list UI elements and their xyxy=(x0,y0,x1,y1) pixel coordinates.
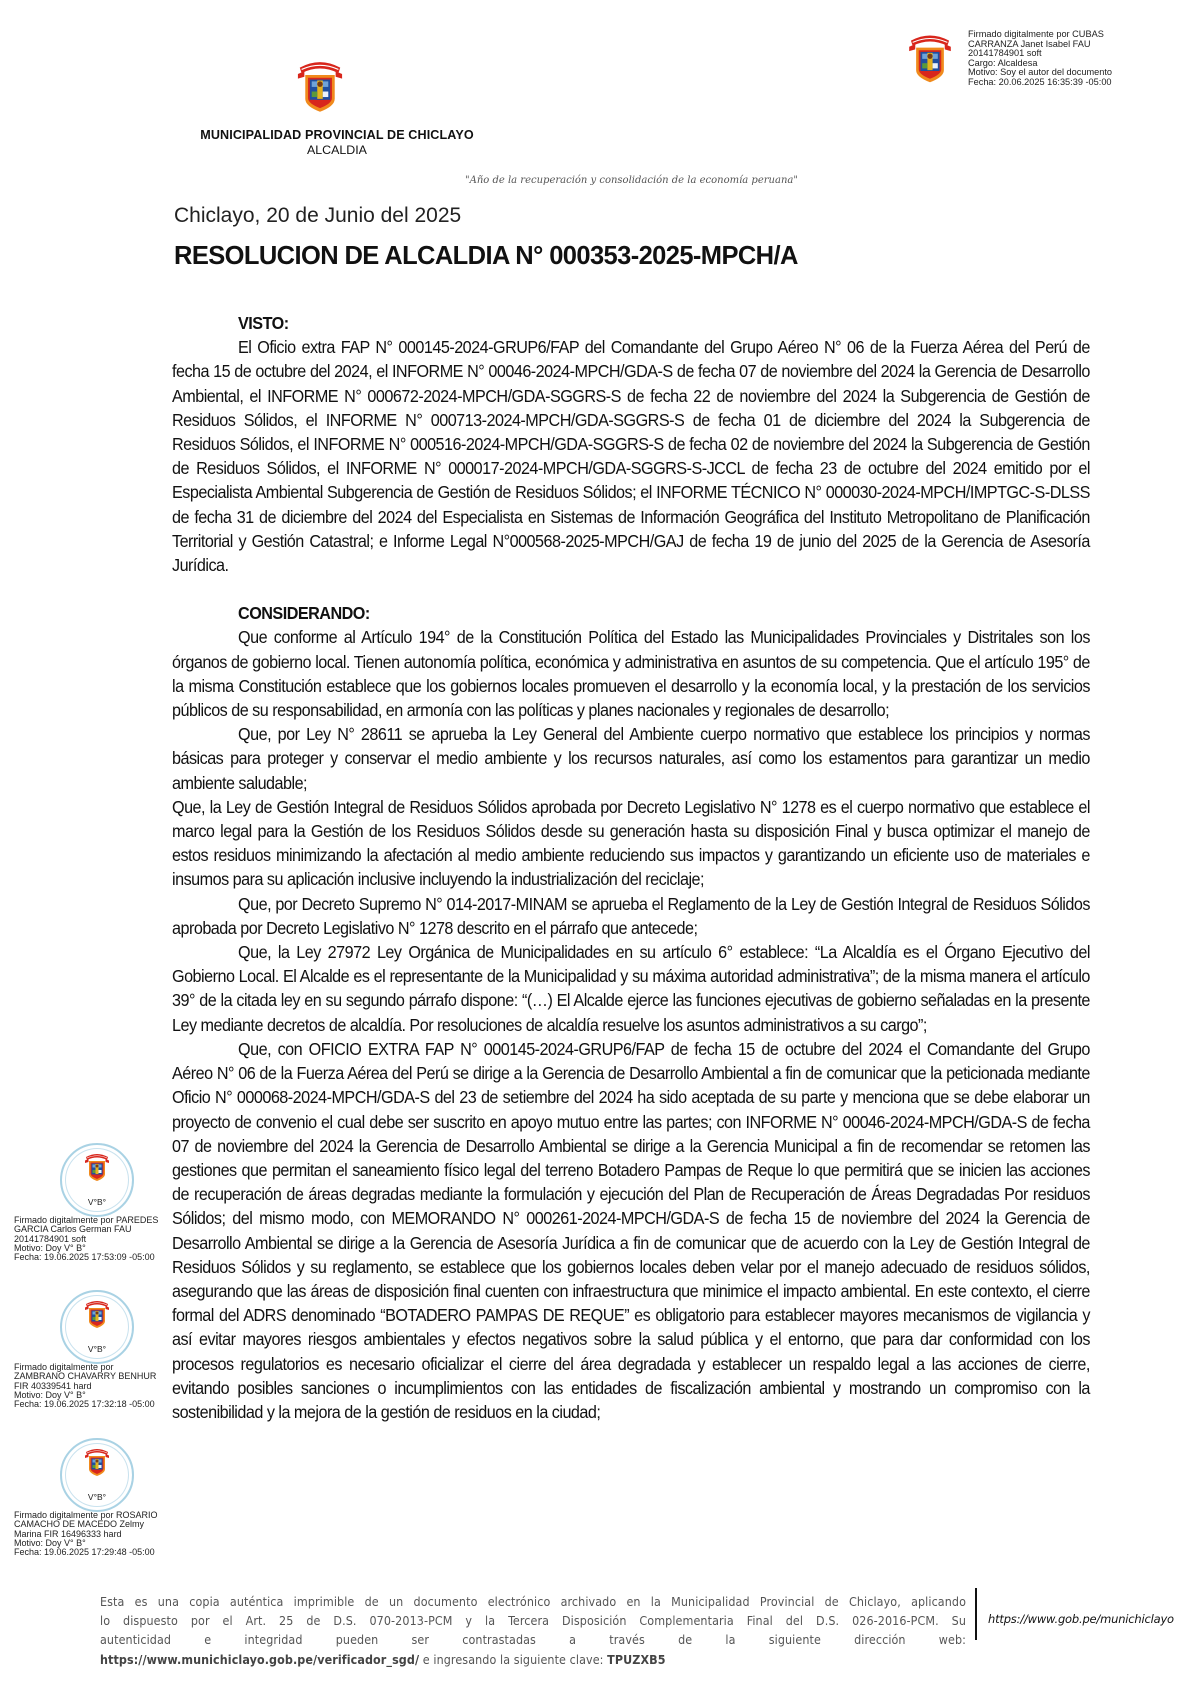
footer-line: autenticidad e integridad pueden ser contrastadas a través de la siguiente dirección web: xyxy=(100,1632,966,1648)
stamp-label: V°B° xyxy=(87,1492,107,1502)
crest-icon xyxy=(84,1152,110,1182)
signature-line: Firmado digitalmente por CUBAS xyxy=(968,29,1104,39)
signature-line: 20141784901 soft xyxy=(968,48,1042,59)
visto-heading: VISTO: xyxy=(238,313,289,333)
footer-line: lo dispuesto por el Art. 25 de D.S. 070-2013-PCM y la Tercera Disposición Complementaria Final del D.S. 026-2016-PCM. Su xyxy=(100,1613,966,1629)
signature-line: Motivo: Doy V° B° xyxy=(14,1242,86,1253)
digital-signature-zambrano xyxy=(14,1363,156,1409)
considerando-paragraph: Que, con OFICIO EXTRA FAP N° 000145-2024-GRUP6/FAP de fecha 15 de octubre del 2024 el Comandante del Grupo Aéreo N° 06 de la Fuerza Aérea del Perú se dirige a la Gerencia de Desarrollo Ambiental a fin de comunicar que la peticionada mediante Oficio N° 000068-2024-MPCH/GDA-S del 23 de setiembre del 2024 ha sido aceptada de su parte y menciona que se debe elaborar un proyecto de convenio el cual debe ser suscrito en apoyo mutuo entre las partes; con INFORME N° 00046-2024-MPCH/GDA-S de fecha 07 de noviembre del 2024 la Gerencia de Desarrollo Ambiental se dirige a la Gerencia Municipal a fin de recomendar se retomen las gestiones que permitan el saneamiento físico legal del terreno Botadero Pampas de Reque lo que permitirá que se inicien las acciones de recuperación de áreas degradas mediante la formulación y ejecución del Plan de Recuperación de Áreas Degradadas Por residuos Sólidos; del mismo modo, con MEMORANDO N° 000261-2024-MPCH/GDA-S de fecha 15 de noviembre del 2024 la Gerencia de Desarrollo Ambiental se dirige a la Gerencia de Asesoría Jurídica a fin de comunicar que de acuerdo con la Ley de Gestión Integral de Residuos Sólidos y su reglamento, se establece que los gobiernos locales deben velar por el manejo adecuado de residuos sólidos, asegurando que las áreas de disposición final cuenten con infraestructura que minimice el impacto ambiental. En este contexto, el cierre formal del ADRS denominado “BOTADERO PAMPAS DE REQUE” es obligatorio para establecer mayores mecanismos de vigilancia y así evitar mayores riesgos ambientales y efectos negativos sobre la salud pública y el entorno, que para dar conformidad con los procesos regulatorios es necesario oficializar el cierre del área degradada y establecer un respaldo legal a las acciones de cierre, evitando posibles sanciones o incumplimientos con las entidades de fiscalización ambiental y mostrando un compromiso con la sostenibilidad y la mejora de la gestión de residuos en la ciudad; xyxy=(172,1038,1090,1422)
signature-line: CARRANZA Janet Isabel FAU xyxy=(968,38,1091,49)
considerando-paragraph: Que, por Ley N° 28611 se aprueba la Ley General del Ambiente cuerpo normativo que establece los principios y normas básicas para proteger y conservar el medio ambiente y los recursos naturales, así como los estamentos para garantizar un medio ambiente saludable; xyxy=(172,724,1090,793)
year-motto: "Año de la recuperación y consolidación de la economía peruana" xyxy=(465,175,798,186)
signature-line: Firmado digitalmente por ROSARIO xyxy=(14,1510,158,1520)
footer-line: Esta es una copia auténtica imprimible de un documento electrónico archivado en la Municipalidad Provincial de Chiclayo, aplicando xyxy=(100,1594,966,1609)
signature-crest-logo xyxy=(905,32,955,84)
verify-url-link[interactable]: https://www.munichiclayo.gob.pe/verificador_sgd/ xyxy=(100,1651,420,1667)
signature-line: Fecha: 19.06.2025 17:32:18 -05:00 xyxy=(14,1399,155,1410)
signature-line: Fecha: 19.06.2025 17:29:48 -05:00 xyxy=(14,1547,155,1558)
signature-line: Fecha: 20.06.2025 16:35:39 -05:00 xyxy=(968,76,1112,87)
stamp-label: V°B° xyxy=(87,1197,107,1207)
signature-line: Motivo: Soy el autor del documento xyxy=(968,67,1113,78)
digital-signature-paredes xyxy=(14,1216,158,1262)
signature-line: Firmado digitalmente por xyxy=(14,1362,114,1372)
signature-line: Marina FIR 16496333 hard xyxy=(14,1528,122,1539)
signature-line: GARCIA Carlos German FAU xyxy=(14,1224,132,1235)
institution-name: MUNICIPALIDAD PROVINCIAL DE CHICLAYO xyxy=(200,128,474,142)
signature-line: Cargo: Alcaldesa xyxy=(968,57,1038,68)
signature-line: ZAMBRANO CHAVARRY BENHUR xyxy=(14,1371,157,1382)
crest-icon xyxy=(84,1447,110,1477)
city-date: Chiclayo, 20 de Junio del 2025 xyxy=(174,204,462,227)
signature-line: FIR 40339541 hard xyxy=(14,1380,92,1391)
stamp-label: V°B° xyxy=(87,1344,107,1354)
site-url-link[interactable]: https://www.gob.pe/munichiclayo xyxy=(988,1612,1174,1626)
footer-line-verify xyxy=(100,1650,966,1669)
crest-icon xyxy=(905,32,955,84)
verification-key: TPUZXB5 xyxy=(607,1651,666,1667)
considerando-paragraph: Que, la Ley 27972 Ley Orgánica de Municipalidades en su artículo 6° establece: “La Alcaldía es el Órgano Ejecutivo del Gobierno Local. El Alcalde es el representante de la Municipalidad y su máxima autoridad administrativa”; de la misma manera el artículo 39° de la citada ley en su segundo párrafo dispone: “(…) El Alcalde ejerce las funciones ejecutivas de gobierno señaladas en la presente Ley mediante decretos de alcaldía. Por resoluciones de alcaldía resuelve los asuntos administrativos a su cargo”; xyxy=(172,942,1090,1035)
footer-divider xyxy=(975,1588,977,1640)
considerando-paragraph: Que conforme al Artículo 194° de la Constitución Política del Estado las Municipalidades Provinciales y Distritales son los órganos de gobierno local. Tienen autonomía política, económica y administrativa en asuntos de su competencia. Que el artículo 195° de la misma Constitución establece que los gobiernos locales promueven el desarrollo y la economía local, y la prestación de los servicios públicos de su responsabilidad, en armonía con las políticas y planes nacionales y regionales de desarrollo; xyxy=(172,627,1090,721)
approval-stamp xyxy=(60,1290,134,1364)
approval-stamp xyxy=(60,1438,134,1512)
signature-line: CAMACHO DE MACEDO Zelmy xyxy=(14,1519,145,1530)
authenticity-footer xyxy=(100,1592,966,1669)
approval-stamp xyxy=(60,1143,134,1217)
signature-line: Motivo: Doy V° B° xyxy=(14,1537,86,1548)
resolution-title: RESOLUCION DE ALCALDIA N° 000353-2025-MPCH/A xyxy=(174,242,798,270)
office-name: ALCALDIA xyxy=(307,143,367,157)
crest-icon xyxy=(84,1299,110,1329)
signature-line: Firmado digitalmente por PAREDES xyxy=(14,1215,159,1225)
visto-paragraph: El Oficio extra FAP N° 000145-2024-GRUP6/FAP del Comandante del Grupo Aéreo N° 06 de la Fuerza Aérea del Perú de fecha 15 de octubre del 2024, el INFORME N° 00046-2024-MPCH/GDA-S de fecha 07 de noviembre del 2024 la Gerencia de Desarrollo Ambiental, el INFORME N° 000672-2024-MPCH/GDA-SGGRS-S de fecha 22 de noviembre del 2024 la Subgerencia de Gestión de Residuos Sólidos, el INFORME N° 000713-2024-MPCH/GDA-SGGRS-S de fecha 01 de diciembre del 2024 la Subgerencia de Residuos Sólidos, el INFORME N° 000516-2024-MPCH/GDA-SGGRS-S de fecha 02 de noviembre del 2024 la Subgerencia de Gestión de Residuos Sólidos, el INFORME N° 000017-2024-MPCH/GDA-SGGRS-S-JCCL de fecha 23 de octubre del 2024 emitido por el Especialista Ambiental Subgerencia de Gestión de Residuos Sólidos; el INFORME TÉCNICO N° 000030-2024-MPCH/IMPTGC-S-DLSS de fecha 31 de diciembre del 2024 del Especialista en Sistemas de Información Geográfica del Instituto Metropolitano de Planificación Territorial y Gestión Catastral; e Informe Legal N°000568-2025-MPCH/GAJ de fecha 19 de junio del 2025 de la Gerencia de Asesoría Jurídica. xyxy=(172,337,1090,576)
considerando-paragraph: Que, por Decreto Supremo N° 014-2017-MINAM se aprueba el Reglamento de la Ley de Gestión Integral de Residuos Sólidos aprobada por Decreto Legislativo N° 1278 descrito en el párrafo que antecede; xyxy=(172,893,1090,938)
municipality-crest-logo xyxy=(297,55,343,117)
considerando-paragraph: Que, la Ley de Gestión Integral de Residuos Sólidos aprobada por Decreto Legislativo N° 1278 es el cuerpo normativo que establece el marco legal para la Gestión de los Residuos Sólidos desde su generación hasta su disposición Final y busca optimizar el manejo de estos residuos minimizando la afectación al medio ambiente reduciendo sus impactos y garantizando un eficiente uso de materiales e insumos para su aplicación inclusive incluyendo la industrialización del reciclaje; xyxy=(172,796,1090,890)
digital-signature-rosario xyxy=(14,1511,158,1557)
key-label: e ingresando la siguiente clave: xyxy=(419,1651,608,1667)
digital-signature-mayor xyxy=(968,30,1112,88)
signature-line: Fecha: 19.06.2025 17:53:09 -05:00 xyxy=(14,1252,155,1263)
signature-line: 20141784901 soft xyxy=(14,1233,87,1244)
document-body xyxy=(172,311,1090,1424)
considerando-heading: CONSIDERANDO: xyxy=(238,603,370,624)
crest-icon xyxy=(297,55,343,117)
signature-line: Motivo: Doy V° B° xyxy=(14,1389,86,1400)
